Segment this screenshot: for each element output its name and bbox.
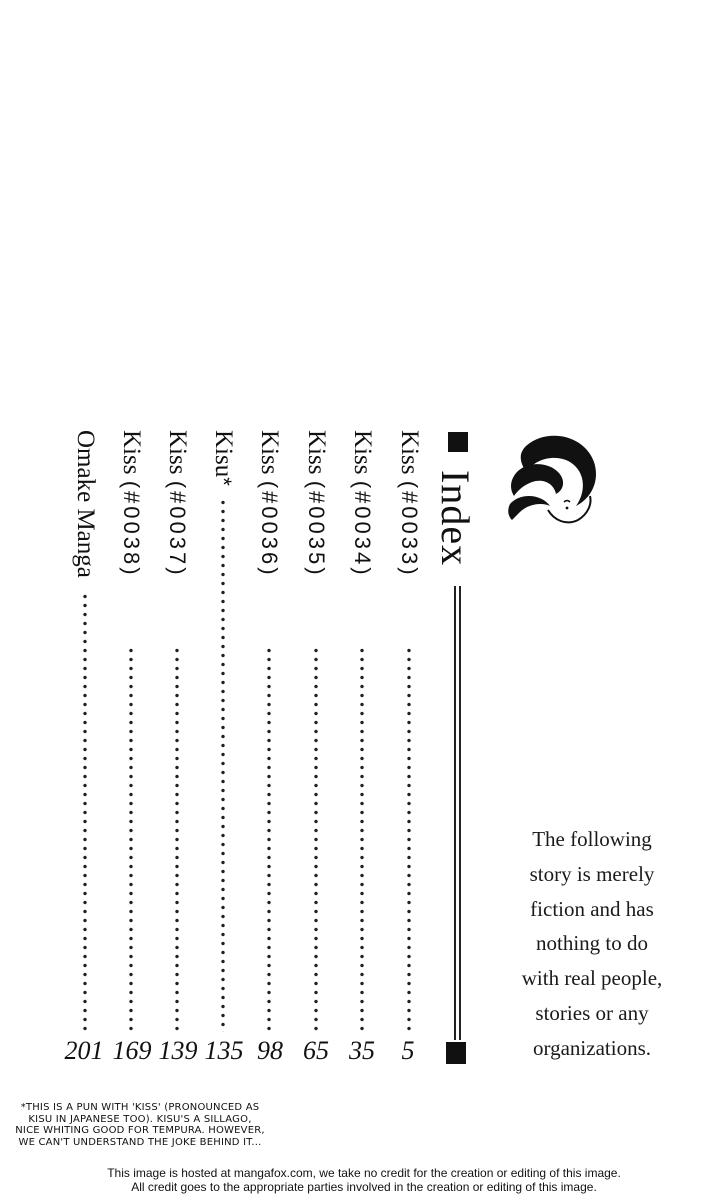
toc-leader-dots (129, 646, 133, 1032)
disclaimer-line: story is merely (529, 861, 655, 886)
toc-page-number: 98 (257, 1036, 283, 1065)
toc-entry-title: Kisu* (210, 430, 237, 489)
toc-entry-title: Kiss (#0033) (396, 430, 423, 578)
toc-entry-title: Kiss (#0035) (303, 430, 330, 578)
toc-leader-dots (83, 592, 87, 1032)
credit-line: All credit goes to the appropriate parties involved in the creation or editing of this image. (131, 1180, 597, 1194)
hosting-credit (0, 1166, 728, 1194)
swirl-face-logo-icon (506, 432, 598, 530)
toc-leader-dots (267, 646, 271, 1032)
toc-page-number: 65 (303, 1036, 329, 1065)
disclaimer-line: stories or any (535, 1000, 649, 1025)
toc-leader-dots (175, 646, 179, 1032)
toc-page-number: 169 (112, 1036, 152, 1065)
toc-entry-title: Omake Manga (72, 430, 99, 578)
toc-entry-title: Kiss (#0037) (164, 430, 191, 578)
toc-leader-dots (314, 646, 318, 1032)
translator-note (6, 1102, 274, 1148)
toc-leader-dots (221, 498, 225, 1032)
note-line: NICE WHITING GOOD FOR TEMPURA. HOWEVER, (15, 1125, 265, 1136)
toc-page-number: 5 (401, 1036, 415, 1065)
toc-page-number: 139 (158, 1036, 198, 1065)
note-line: WE CAN'T UNDERSTAND THE JOKE BEHIND IT... (18, 1136, 262, 1148)
toc-leader-dots (360, 646, 364, 1032)
fiction-disclaimer (506, 822, 678, 1066)
index-marker-top (448, 432, 468, 452)
note-line: KISU IN JAPANESE TOO). KISU'S A SILLAGO, (28, 1113, 252, 1125)
toc-page-number: 135 (204, 1036, 244, 1065)
disclaimer-line: nothing to do (535, 931, 648, 956)
index-rule (459, 586, 461, 1040)
index-marker-bottom (446, 1042, 466, 1064)
credit-line: This image is hosted at mangafox.com, we take no credit for the creation or editing of this image. (107, 1166, 621, 1180)
disclaimer-line: with real people, (521, 966, 663, 991)
index-rule (454, 586, 456, 1040)
toc-page-number: 35 (349, 1036, 375, 1065)
toc-page-number: 201 (64, 1036, 104, 1065)
disclaimer-line: The following (532, 827, 652, 851)
disclaimer-line: organizations. (532, 1035, 651, 1060)
note-line: *THIS IS A PUN WITH 'KISS' (PRONOUNCED AS (20, 1102, 260, 1113)
toc-entry-title: Kiss (#0034) (349, 430, 376, 578)
toc-entry-title: Kiss (#0038) (118, 430, 145, 578)
toc-entry-title: Kiss (#0036) (256, 430, 283, 578)
toc-leader-dots (407, 646, 411, 1032)
index-heading: Index (433, 470, 478, 567)
disclaimer-line: fiction and has (530, 896, 654, 921)
